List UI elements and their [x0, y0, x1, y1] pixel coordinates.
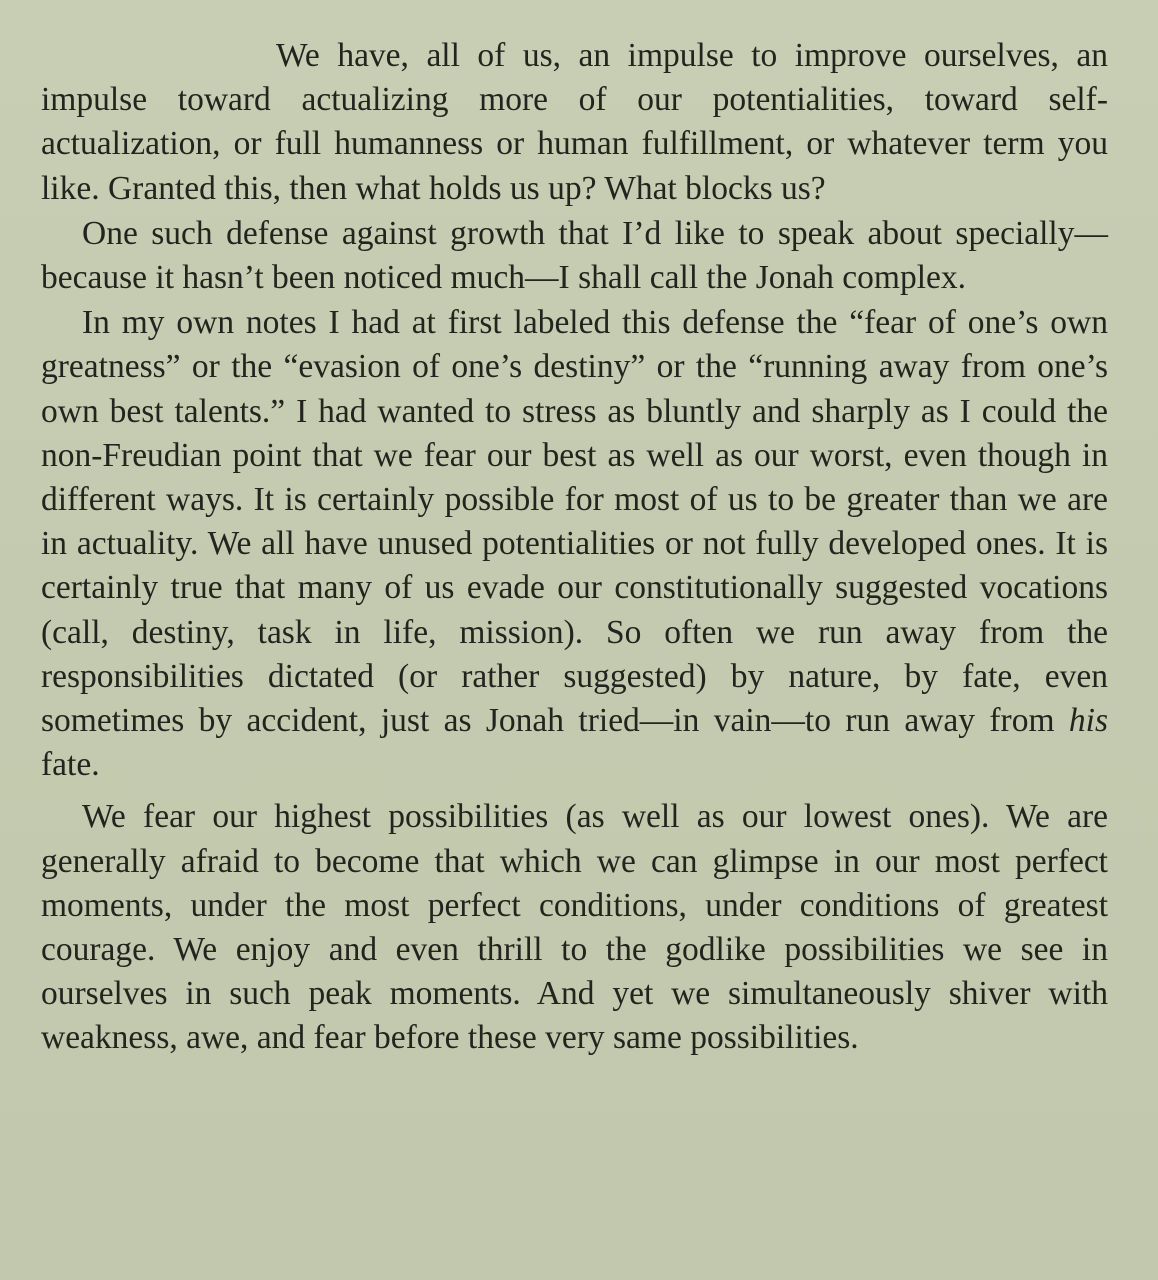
- paragraph-text-after-emphasis: fate.: [41, 746, 100, 784]
- paragraph-text-before-emphasis: In my own notes I had at first labeled this defense the “fear of one’s own greatness” or the “evasion of one’s destiny” or the “running away from one’s own best talents.” I had wanted to stress as bluntly and sharply as I could the non-Freudian point that we fear our best as well as our worst, even though in different ways. It is certainly possible for most of us to be greater than we are in actuality. We all have unused potentialities or not fully developed ones. It is certainly true that many of us evade our constitutionally suggested vocations (call, destiny, task in life, mission). So often we run away from the responsibilities dictated (or rather suggested) by nature, by fate, even sometimes by accident, just as Jonah tried—in vain—to run away from: [41, 304, 1108, 740]
- paragraph-self-improvement: We have, all of us, an impulse to improve ourselves, an impulse toward actualizing more of our potentialities, toward self-actualization, or full humanness or human fulfillment, or whatever term you like. Granted this, then what holds us up? What blocks us?: [41, 37, 1108, 207]
- paragraph-jonah-complex: One such defense against growth that I’d like to speak about specially—because it hasn’t been noticed much—I shall call the Jonah complex.: [41, 214, 1108, 297]
- paragraph-highest-possibilities: We fear our highest possibilities (as well as our lowest ones). We are generally afraid to become that which we can glimpse in our most perfect moments, under the most perfect conditions, under conditions of greatest courage. We enjoy and even thrill to the godlike possibilities we see in ourselves in such peak moments. And yet we simultaneously shiver with weakness, awe, and fear before these very same possibilities.: [41, 798, 1108, 1057]
- paragraph-fear-of-greatness: [41, 301, 1108, 787]
- emphasized-word: his: [1068, 702, 1108, 740]
